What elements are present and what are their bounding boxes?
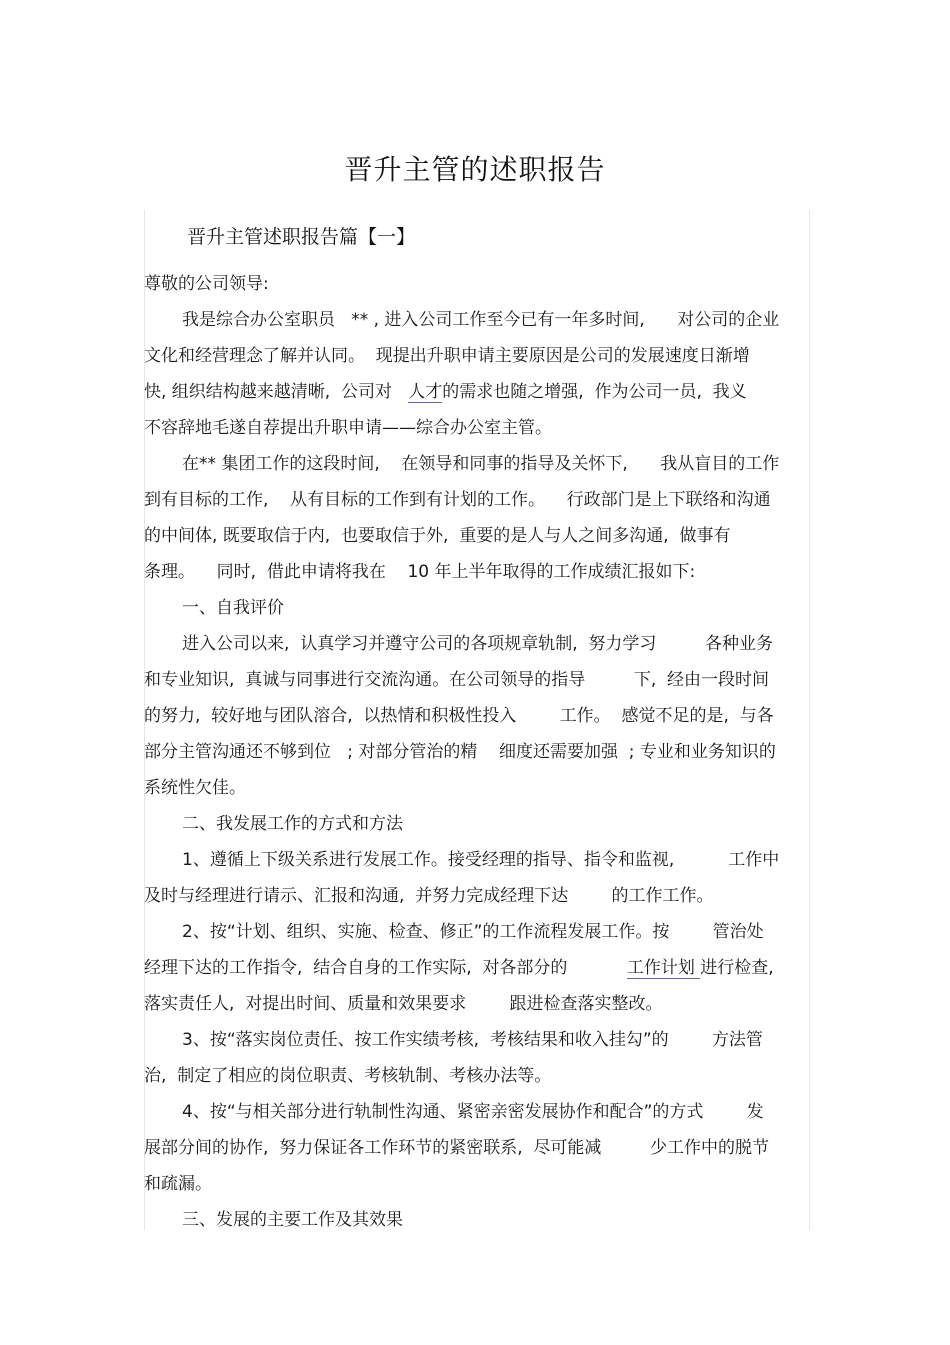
text-segment: 3、按“落实岗位责任、按工作实绩考核, 考核结果和收入挂勾”的 方法管	[182, 1030, 763, 1050]
section-subtitle: 晋升主管述职报告篇【一】	[187, 226, 416, 248]
text-segment: 落实责任人, 对提出时间、质量和效果要求 跟进检查落实整改。	[144, 994, 663, 1014]
hyperlink[interactable]: 工作计划	[626, 958, 701, 978]
text-line	[182, 632, 773, 656]
text-line	[182, 308, 779, 332]
text-line	[182, 596, 284, 620]
text-line	[144, 488, 771, 512]
document-title: 晋升主管的述职报告	[344, 153, 606, 186]
text-segment: 系统性欠佳。	[144, 778, 246, 798]
text-line	[144, 1136, 769, 1160]
text-segment: 的努力, 较好地与团队溶合, 以热情和积极性投入 工作。 感觉不足的是, 与各	[144, 706, 774, 726]
text-segment: 进行检查,	[700, 958, 774, 978]
text-segment: 进入公司以来, 认真学习并遵守公司的各项规章轨制, 努力学习 各种业务	[182, 634, 774, 654]
text-segment: 展部分间的协作, 努力保证各工作环节的紧密联系, 尽可能减 少工作中的脱节	[144, 1138, 770, 1158]
text-segment: 我是综合办公室职员 ** , 进入公司工作至今已有一年多时间, 对公司的企业	[182, 310, 780, 330]
text-segment: 文化和经营理念了解并认同。 现提出升职申请主要原因是公司的发展速度日渐增	[144, 346, 750, 366]
text-segment: 在** 集团工作的这段时间, 在领导和同事的指导及关怀下, 我从盲目的工作	[182, 454, 780, 474]
text-line	[144, 1172, 212, 1196]
text-segment: 到有目标的工作, 从有目标的工作到有计划的工作。 行政部门是上下联络和沟通	[144, 490, 771, 510]
text-segment: 条理。 同时, 借此申请将我在 10 年上半年取得的工作成绩汇报如下:	[144, 562, 696, 582]
text-segment: 尊敬的公司领导:	[144, 274, 269, 294]
text-line	[144, 344, 750, 368]
text-line	[144, 740, 776, 764]
text-line	[144, 380, 747, 404]
text-segment: 不容辞地毛遂自荐提出升职申请——综合办公室主管。	[144, 418, 552, 438]
text-line	[144, 1064, 551, 1088]
text-line	[144, 416, 552, 440]
text-line	[144, 884, 713, 908]
text-segment: 和疏漏。	[144, 1174, 212, 1194]
text-segment: 1、遵循上下级关系进行发展工作。接受经理的指导、指令和监视, 工作中	[182, 850, 780, 870]
text-segment: 快, 组织结构越来越清晰, 公司对	[144, 382, 409, 402]
text-segment: 2、按“计划、组织、实施、检查、修正”的工作流程发展工作。按 管治处	[182, 922, 764, 942]
text-segment: 部分主管沟通还不够到位 ; 对部分管治的精 细度还需要加强 ; 专业和业务知识的	[144, 742, 776, 762]
text-segment: 二、我发展工作的方式和方法	[182, 814, 403, 834]
text-segment: 和专业知识, 真诚与同事进行交流沟通。在公司领导的指导 下, 经由一段时间	[144, 670, 770, 690]
text-line	[144, 668, 769, 692]
text-line	[182, 1028, 763, 1052]
text-line	[144, 704, 774, 728]
text-segment: 三、发展的主要工作及其效果	[182, 1210, 403, 1230]
text-line	[182, 812, 403, 836]
text-line	[144, 956, 774, 980]
text-line	[144, 776, 246, 800]
text-line	[182, 1100, 764, 1124]
text-line	[182, 920, 764, 944]
text-segment: 4、按“与相关部分进行轨制性沟通、紧密亲密发展协作和配合”的方式 发	[182, 1102, 764, 1122]
text-line	[182, 848, 779, 872]
text-segment: 治, 制定了相应的岗位职责、考核轨制、考核办法等。	[144, 1066, 552, 1086]
text-line	[144, 560, 695, 584]
text-segment: 的中间体, 既要取信于内, 也要取信于外, 重要的是人与人之间多沟通, 做事有	[144, 526, 731, 546]
text-line	[144, 524, 730, 548]
text-segment: 及时与经理进行请示、汇报和沟通, 并努力完成经理下达 的工作工作。	[144, 886, 714, 906]
text-line	[144, 272, 269, 296]
text-line	[182, 1208, 403, 1232]
text-segment: 经理下达的工作指令, 结合自身的工作实际, 对各部分的	[144, 958, 627, 978]
text-line	[182, 452, 779, 476]
text-line	[144, 992, 662, 1016]
text-segment: 的需求也随之增强, 作为公司一员, 我义	[442, 382, 747, 402]
text-segment: 一、自我评价	[182, 598, 284, 618]
hyperlink[interactable]: 人才	[408, 382, 443, 402]
